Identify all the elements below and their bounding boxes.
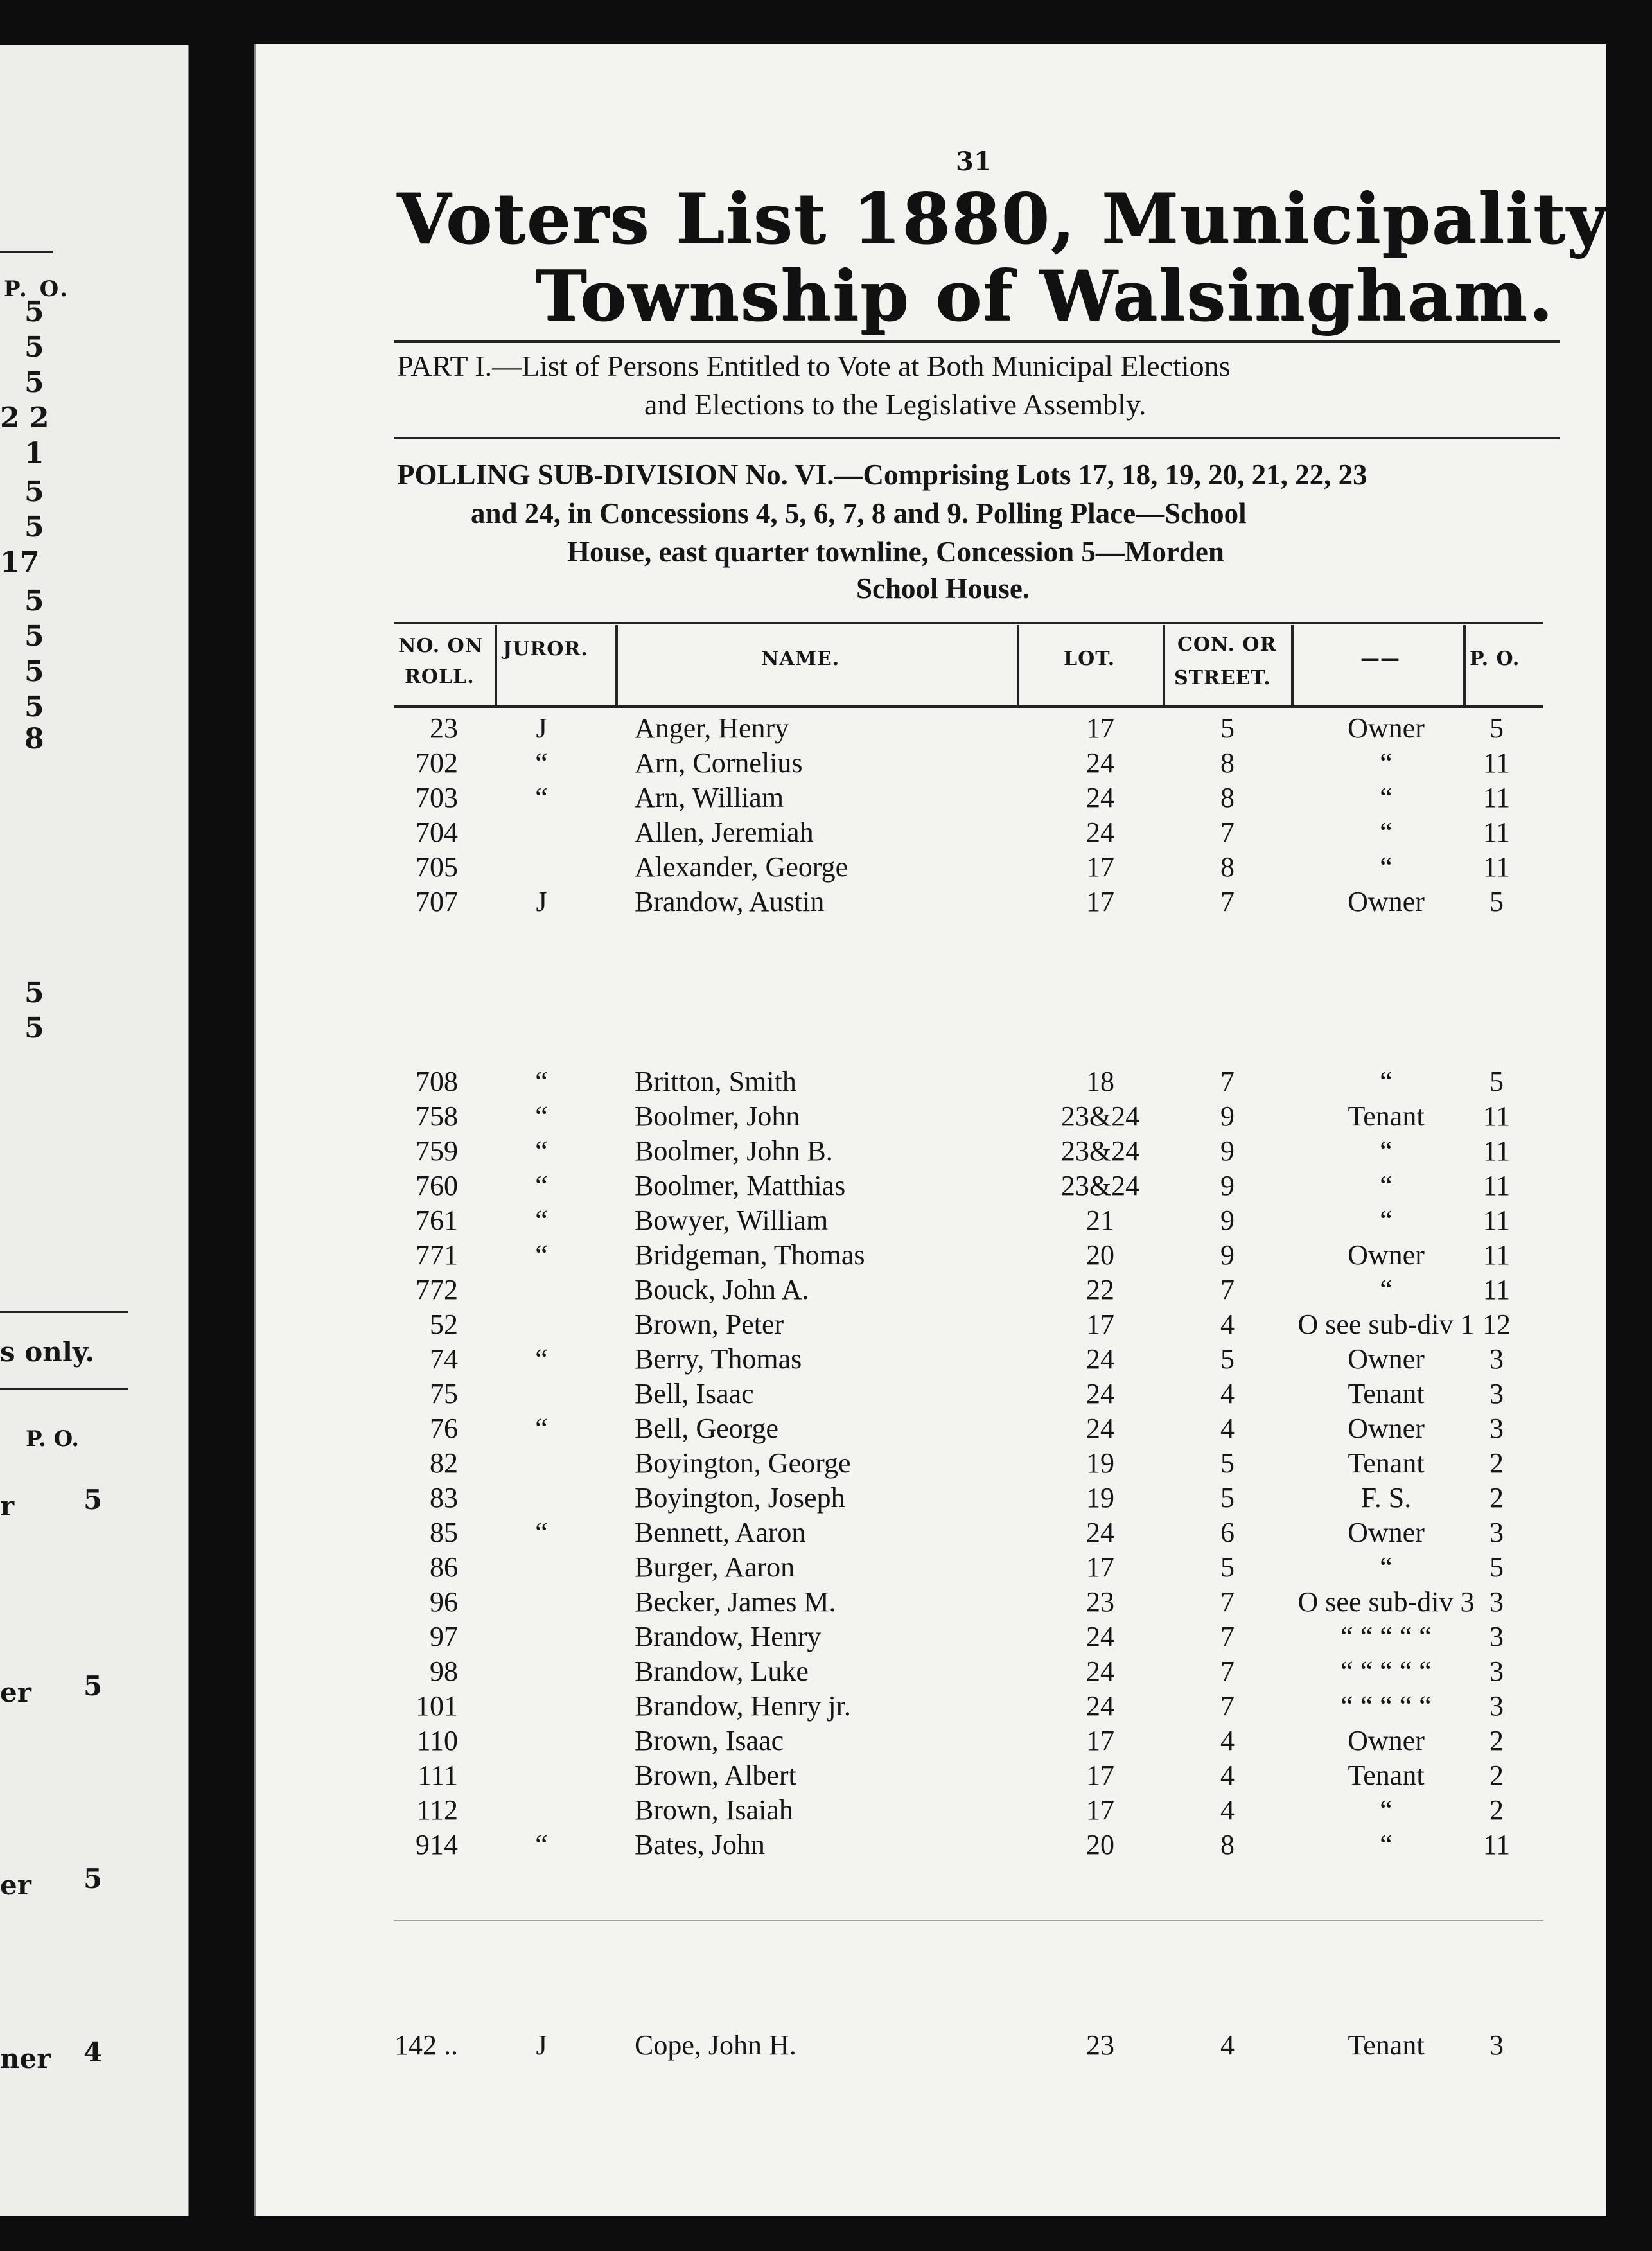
cell-name: Cope, John H. [635,2029,796,2061]
cell-po: 3 [1489,2029,1504,2061]
cell-name: Brown, Albert [635,1760,796,1791]
cell-con: 4 [1220,1725,1235,1756]
cell-name: Arn, William [635,782,784,813]
cell-po: 3 [1489,1690,1504,1722]
cell-name: Burger, Aaron [635,1551,795,1583]
header-name: NAME. [761,648,840,670]
header-divider [615,625,618,705]
left-tail-po: 5 [83,1863,103,1894]
cell-name: Brown, Isaiah [635,1794,793,1826]
left-tail-po: 5 [83,1670,103,1702]
cell-con: 8 [1220,851,1235,883]
cell-roll: 704 [416,817,458,848]
cell-status: Owner [1348,1517,1425,1548]
header-roll-line-1: NO. ON [398,635,484,657]
cell-con: 7 [1220,817,1235,848]
cell-name: Arn, Cornelius [635,747,803,779]
page-title-line-1: Voters List 1880, Municipality [397,179,1608,260]
cell-po: 11 [1482,1205,1511,1236]
cell-po: 11 [1482,1170,1511,1201]
header-po: P. O. [1470,648,1520,670]
cell-lot: 17 [1086,1794,1114,1826]
cell-name: Bell, George [635,1413,779,1444]
cell-lot: 24 [1086,747,1114,779]
cell-roll: 771 [416,1239,458,1271]
cell-status: “ [1380,1205,1393,1236]
cell-con: 5 [1220,1482,1235,1514]
cell-po: 11 [1482,851,1511,883]
cell-status: “ [1380,1829,1393,1860]
cell-status: Owner [1348,1413,1425,1444]
cell-con: 4 [1220,1760,1235,1791]
cell-po: 3 [1489,1517,1504,1548]
cell-juror: “ [535,782,548,813]
cell-po: 3 [1489,1378,1504,1409]
cell-name: Boolmer, John [635,1100,800,1132]
cell-status: Tenant [1348,1378,1425,1409]
cell-roll: 86 [430,1551,458,1583]
cell-con: 7 [1220,1655,1235,1687]
cell-roll: 761 [416,1205,458,1236]
left-po-number: 5 [24,655,44,688]
cell-po: 2 [1489,1447,1504,1479]
cell-status: Owner [1348,1239,1425,1271]
cell-name: Becker, James M. [635,1586,836,1618]
cell-roll: 101 [416,1690,458,1722]
left-tail-text: r [0,1490,15,1522]
cell-lot: 24 [1086,817,1114,848]
table-top-rule [394,622,1543,624]
cell-po: 2 [1489,1482,1504,1514]
cell-lot: 17 [1086,886,1114,917]
left-rule [0,1311,128,1313]
cell-con: 7 [1220,1621,1235,1652]
cell-juror: “ [535,1135,548,1167]
cell-roll: 111 [417,1760,458,1791]
cell-status: “ [1380,1170,1393,1201]
cell-lot: 22 [1086,1274,1114,1305]
cell-lot: 17 [1086,1725,1114,1756]
cell-lot: 21 [1086,1205,1114,1236]
left-tail-text: ner [0,2043,51,2074]
left-po-number: 5 [24,366,44,399]
cell-lot: 23 [1086,1586,1114,1618]
cell-name: Brown, Peter [635,1309,784,1340]
cell-con: 4 [1220,1413,1235,1444]
cell-po: 3 [1489,1655,1504,1687]
cell-status: “ “ “ “ “ [1340,1621,1432,1652]
cell-status: Owner [1348,712,1425,744]
cell-roll: 85 [430,1517,458,1548]
header-divider [1463,625,1466,705]
cell-po: 2 [1489,1760,1504,1791]
cell-con: 7 [1220,886,1235,917]
cell-lot: 24 [1086,1378,1114,1409]
cell-po: 2 [1489,1725,1504,1756]
left-po-number: 5 [24,1012,44,1045]
cell-roll: 760 [416,1170,458,1201]
cell-con: 5 [1220,1551,1235,1583]
cell-lot: 17 [1086,851,1114,883]
cell-po: 5 [1489,886,1504,917]
header-divider [1017,625,1019,705]
cell-name: Berry, Thomas [635,1343,802,1375]
left-po-header: P. O. [4,276,71,302]
cell-name: Anger, Henry [635,712,789,744]
cell-roll: 758 [416,1100,458,1132]
cell-lot: 20 [1086,1829,1114,1860]
cell-status: “ [1380,851,1393,883]
cell-name: Bell, Isaac [635,1378,754,1409]
cell-name: Bouck, John A. [635,1274,809,1305]
left-po-number: 5 [24,620,44,653]
cell-lot: 17 [1086,712,1114,744]
cell-status: Tenant [1348,1760,1425,1791]
cell-juror: “ [535,747,548,779]
cell-roll: 112 [416,1794,458,1826]
cell-po: 11 [1482,747,1511,779]
header-status: —— [1360,648,1400,670]
polling-description-line-1: POLLING SUB-DIVISION No. VI.—Comprising Lots 17, 18, 19, 20, 21, 22, 23 [397,459,1367,491]
cell-status: O see sub-div 1 [1297,1309,1475,1340]
cell-juror: “ [535,1343,548,1375]
cell-name: Bridgeman, Thomas [635,1239,865,1271]
polling-description-line-3: House, east quarter townline, Concession 5—Morden [567,536,1224,568]
cell-lot: 17 [1086,1760,1114,1791]
cell-po: 5 [1489,1066,1504,1097]
cell-roll: 97 [430,1621,458,1652]
cell-roll: 23 [430,712,458,744]
cell-name: Boyington, George [635,1447,851,1479]
cell-roll: 110 [416,1725,458,1756]
cell-status: “ “ “ “ “ [1340,1690,1432,1722]
cell-name: Brandow, Henry [635,1621,822,1652]
left-only-text: s only. [0,1336,94,1368]
cell-po: 11 [1482,1274,1511,1305]
cell-con: 9 [1220,1135,1235,1167]
cell-lot: 20 [1086,1239,1114,1271]
cell-po: 12 [1482,1309,1511,1340]
part-heading: PART I.—List of Persons Entitled to Vote at Both Municipal Elections [397,349,1231,382]
cell-juror: J [536,712,547,744]
cell-roll: 52 [430,1309,458,1340]
cell-po: 11 [1482,782,1511,813]
cell-name: Brown, Isaac [635,1725,784,1756]
page-number: 31 [956,146,992,177]
cell-con: 7 [1220,1690,1235,1722]
left-tail-po: 4 [83,2036,103,2068]
header-con-line-2: STREET. [1174,667,1271,689]
cell-lot: 24 [1086,1621,1114,1652]
cell-roll: 708 [416,1066,458,1097]
cell-juror: “ [535,1205,548,1236]
left-po-number: 5 [24,296,44,328]
cell-status: Tenant [1348,1100,1425,1132]
cell-con: 5 [1220,712,1235,744]
cell-name: Boolmer, Matthias [635,1170,846,1201]
cell-roll: 702 [416,747,458,779]
cell-name: Allen, Jeremiah [635,817,814,848]
cell-status: Tenant [1348,1447,1425,1479]
left-header-rule [0,251,53,275]
polling-description-line-2: and 24, in Concessions 4, 5, 6, 7, 8 and 9. Polling Place—School [471,497,1247,529]
left-po-number: 8 [24,723,44,755]
cell-roll: 74 [430,1343,458,1375]
cell-con: 9 [1220,1170,1235,1201]
cell-lot: 19 [1086,1447,1114,1479]
header-lot: LOT. [1064,648,1116,670]
cell-po: 11 [1482,817,1511,848]
cell-po: 3 [1489,1343,1504,1375]
cell-status: Owner [1348,1343,1425,1375]
cell-name: Britton, Smith [635,1066,796,1097]
cell-con: 6 [1220,1517,1235,1548]
cell-name: Alexander, George [635,851,848,883]
left-po-number: 1 [24,437,44,470]
cell-roll: 98 [430,1655,458,1687]
cell-roll: 142 .. [394,2029,458,2061]
cell-lot: 23&24 [1060,1170,1140,1201]
cell-status: Owner [1348,886,1425,917]
cell-lot: 24 [1086,782,1114,813]
cell-roll: 759 [416,1135,458,1167]
cell-po: 3 [1489,1586,1504,1618]
cell-con: 7 [1220,1066,1235,1097]
table-header-rule [394,705,1543,708]
cell-con: 8 [1220,782,1235,813]
cell-status: Owner [1348,1725,1425,1756]
cell-juror: “ [535,1100,548,1132]
cell-status: “ [1380,1135,1393,1167]
cell-con: 4 [1220,1378,1235,1409]
cell-po: 11 [1482,1135,1511,1167]
header-con-line-1: CON. OR [1177,633,1277,656]
cell-juror: “ [535,1517,548,1548]
cell-roll: 705 [416,851,458,883]
part-rule [394,437,1560,439]
cell-lot: 17 [1086,1551,1114,1583]
cell-status: Tenant [1348,2029,1425,2061]
left-tail-text: er [0,1869,31,1901]
cell-lot: 23 [1086,2029,1114,2061]
cell-name: Boolmer, John B. [635,1135,833,1167]
cell-roll: 75 [430,1378,458,1409]
cell-juror: “ [535,1239,548,1271]
cell-roll: 914 [416,1829,458,1860]
polling-description-line-4: School House. [856,572,1030,605]
cell-con: 4 [1220,1309,1235,1340]
left-po-number: 2 2 [0,402,49,434]
header-divider [495,625,497,705]
cell-status: “ [1380,1274,1393,1305]
cell-po: 3 [1489,1621,1504,1652]
cell-po: 11 [1482,1239,1511,1271]
cell-con: 8 [1220,747,1235,779]
cell-po: 2 [1489,1794,1504,1826]
cell-con: 9 [1220,1239,1235,1271]
cell-po: 5 [1489,712,1504,744]
cell-status: “ [1380,782,1393,813]
cell-lot: 23&24 [1060,1100,1140,1132]
cell-juror: “ [535,1066,548,1097]
cell-status: “ [1380,1066,1393,1097]
cell-con: 9 [1220,1100,1235,1132]
cell-roll: 76 [430,1413,458,1444]
cell-po: 5 [1489,1551,1504,1583]
left-po-label: P. O. [26,1426,80,1452]
cell-name: Boyington, Joseph [635,1482,845,1514]
cell-status: O see sub-div 3 [1297,1586,1475,1618]
cell-name: Brandow, Henry jr. [635,1690,851,1722]
cell-juror: “ [535,1170,548,1201]
cell-con: 5 [1220,1447,1235,1479]
left-po-number: 17 [0,546,40,579]
cell-status: “ [1380,747,1393,779]
cell-con: 5 [1220,1343,1235,1375]
left-tail-po: 5 [83,1484,103,1515]
cell-lot: 24 [1086,1690,1114,1722]
cell-lot: 18 [1086,1066,1114,1097]
voters-list-page [254,44,1606,2216]
cell-po: 3 [1489,1413,1504,1444]
left-po-number: 5 [24,475,44,508]
cell-status: F. S. [1360,1482,1412,1514]
cell-lot: 24 [1086,1413,1114,1444]
cell-lot: 17 [1086,1309,1114,1340]
cell-status: “ [1380,1794,1393,1826]
cell-name: Bowyer, William [635,1205,829,1236]
faint-rule [394,1920,1543,1921]
cell-lot: 24 [1086,1343,1114,1375]
title-rule [394,340,1560,343]
left-po-number: 5 [24,691,44,723]
cell-juror: “ [535,1829,548,1860]
cell-roll: 772 [416,1274,458,1305]
cell-po: 11 [1482,1829,1511,1860]
cell-lot: 19 [1086,1482,1114,1514]
page-title-line-2: Township of Walsingham. [535,256,1554,337]
left-rule-2 [0,1388,128,1390]
part-heading-line-2: and Elections to the Legislative Assembly. [644,388,1147,421]
cell-con: 4 [1220,1794,1235,1826]
header-divider [1163,625,1165,705]
cell-con: 7 [1220,1586,1235,1618]
cell-status: “ [1380,817,1393,848]
cell-status: “ “ “ “ “ [1340,1655,1432,1687]
cell-name: Brandow, Luke [635,1655,809,1687]
cell-con: 7 [1220,1274,1235,1305]
cell-roll: 707 [416,886,458,917]
header-roll-line-2: ROLL. [405,666,475,688]
cell-lot: 24 [1086,1517,1114,1548]
left-po-number: 5 [24,976,44,1009]
cell-juror: J [536,2029,547,2061]
cell-roll: 703 [416,782,458,813]
cell-juror: J [536,886,547,917]
header-juror: JUROR. [503,638,588,660]
cell-roll: 82 [430,1447,458,1479]
cell-roll: 96 [430,1586,458,1618]
cell-roll: 83 [430,1482,458,1514]
left-tail-text: er [0,1677,31,1708]
cell-po: 11 [1482,1100,1511,1132]
cell-con: 9 [1220,1205,1235,1236]
cell-name: Bates, John [635,1829,765,1860]
left-po-number: 5 [24,585,44,617]
left-po-number: 5 [24,511,44,543]
cell-name: Brandow, Austin [635,886,825,917]
cell-con: 4 [1220,2029,1235,2061]
previous-page [0,45,189,2216]
left-po-number: 5 [24,331,44,364]
cell-name: Bennett, Aaron [635,1517,806,1548]
cell-juror: “ [535,1413,548,1444]
header-divider [1291,625,1294,705]
cell-status: “ [1380,1551,1393,1583]
cell-lot: 24 [1086,1655,1114,1687]
cell-lot: 23&24 [1060,1135,1140,1167]
cell-con: 8 [1220,1829,1235,1860]
